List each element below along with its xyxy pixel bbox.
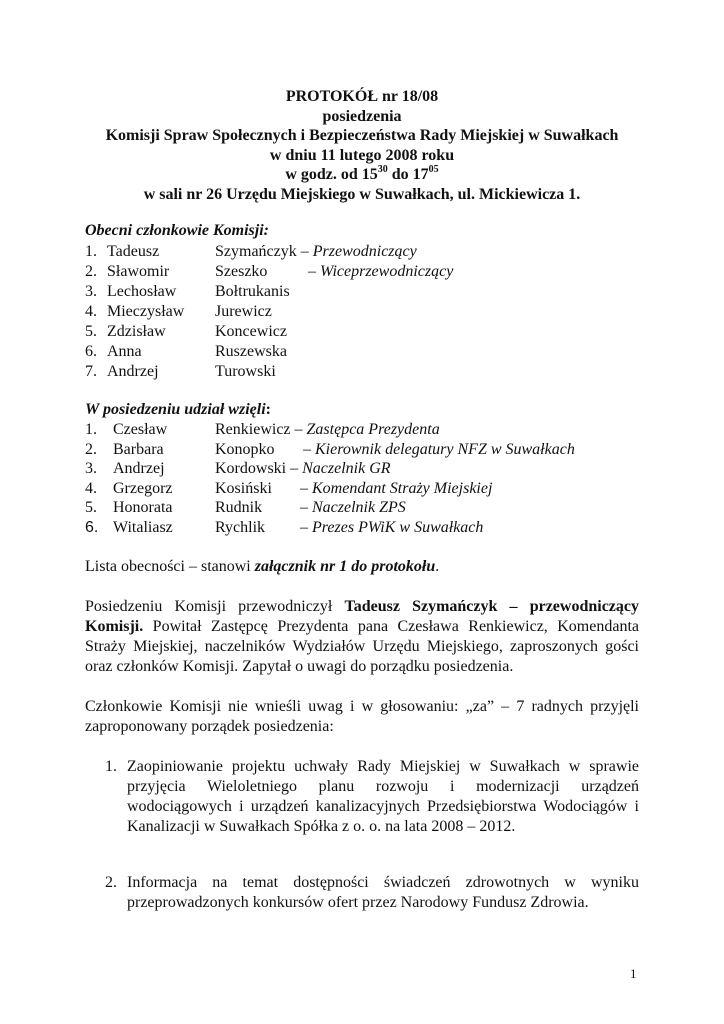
member-last-name-role (215, 242, 417, 262)
member-role: Przewodniczący (312, 243, 417, 260)
member-first-name: Anna (107, 343, 142, 360)
participant-first-name: Czesław (113, 421, 168, 438)
member-first-name: Mieczysław (107, 303, 185, 320)
participant-number: 4. (85, 480, 97, 497)
member-number: 5. (85, 323, 97, 340)
time-prefix: w godz. od 15 (285, 166, 378, 184)
committee-name: Komisji Spraw Społecznych i Bezpieczeństwa Rady Miejskiej w Suwałkach (105, 127, 619, 145)
participant-last-name-role (215, 459, 391, 479)
agenda-number: 1. (105, 758, 117, 775)
chair-name: Tadeusz Szymańczyk – przewodniczący Komisji. (85, 598, 639, 635)
attendance-paragraph (85, 557, 639, 577)
participant-last-name: Kordowski (215, 460, 287, 477)
page-number: 1 (630, 966, 637, 981)
member-last-name: Bołtrukanis (215, 283, 290, 300)
participant-role-wrap (303, 440, 575, 460)
participant-role: Kierownik delegatury NFZ w Suwałkach (315, 441, 575, 458)
participant-first-name: Barbara (113, 441, 164, 458)
protocol-subtitle: posiedzenia (322, 107, 402, 125)
member-first-name: Lechosław (107, 283, 177, 300)
meeting-date: w dniu 11 lutego 2008 roku (269, 146, 455, 164)
agenda-number: 2. (105, 874, 117, 891)
time-start-minutes: 30 (377, 164, 388, 176)
participant-separator: – (286, 460, 303, 477)
member-number: 1. (85, 243, 97, 260)
agenda-text: Zaopiniowanie projektu uchwały Rady Miejskiej w Suwałkach w sprawie przyjęcia Wieloletniego planu rozwoju i modernizacji urządzeń wodociągowych i urządzeń kanalizacyjnych Przedsiębiorstwa Wodociągów i Kanalizacji w Suwałkach Spółka z o. o. na lata 2008 – 2012. (127, 758, 639, 835)
participant-role: Naczelnik GR (302, 460, 391, 477)
member-last-name: Turowski (215, 363, 276, 380)
chair-paragraph (85, 597, 639, 677)
participant-number: 1. (85, 421, 97, 438)
chair-prefix: Posiedzeniu Komisji przewodniczył (85, 598, 345, 615)
participant-separator: – (300, 480, 312, 497)
vote-paragraph (85, 697, 639, 737)
participant-role: Zastępca Prezydenta (306, 421, 440, 438)
member-number: 2. (85, 263, 97, 280)
member-first-name: Andrzej (107, 363, 159, 380)
member-last-name: Ruszewska (215, 343, 287, 360)
participant-role: Naczelnik ZPS (312, 499, 406, 516)
participant-first-name: Witaliasz (113, 519, 173, 536)
time-mid: do 17 (387, 166, 429, 184)
participant-role: Komendant Straży Miejskiej (312, 480, 493, 497)
participant-first-name: Grzegorz (113, 480, 173, 497)
agenda-item (105, 873, 639, 913)
member-number: 7. (85, 363, 97, 380)
members-heading: Obecni członkowie Komisji: (85, 222, 269, 239)
meeting-time (0, 165, 724, 185)
time-end-minutes: 05 (428, 164, 439, 176)
participants-heading (85, 401, 271, 419)
member-number: 3. (85, 283, 97, 300)
attendance-attachment: załącznik nr 1 do protokołu (254, 558, 436, 575)
participant-role: Prezes PWiK w Suwałkach (312, 519, 484, 536)
participant-first-name: Honorata (113, 499, 173, 516)
vote-text: Członkowie Komisji nie wnieśli uwag i w głosowaniu: „za” – 7 radnych przyjęli zaproponowany porządek posiedzenia: (85, 698, 639, 735)
participant-separator: – (300, 499, 312, 516)
member-last-name: Szeszko (215, 263, 268, 280)
meeting-location: w sali nr 26 Urzędu Miejskiego w Suwałkach, ul. Mickiewicza 1. (143, 185, 581, 203)
member-last-name: Koncewicz (215, 323, 287, 340)
member-separator: – (308, 263, 320, 280)
member-number: 6. (85, 343, 97, 360)
participants-heading-text: W posiedzeniu udział wzięli (85, 401, 266, 418)
attendance-suffix: . (435, 558, 440, 575)
participant-last-name: Rudnik (215, 499, 263, 516)
participant-last-name: Konopko (215, 441, 275, 458)
participant-role-wrap (300, 479, 492, 499)
member-first-name: Zdzisław (107, 323, 166, 340)
participant-role-wrap (300, 498, 406, 518)
participant-separator: – (303, 441, 315, 458)
member-first-name: Tadeusz (107, 243, 160, 260)
participant-role-wrap (300, 518, 483, 538)
participant-last-name-role (215, 420, 440, 440)
participant-number: 6. (85, 519, 99, 536)
document-header (0, 87, 724, 205)
attendance-text: Lista obecności – stanowi (85, 558, 255, 575)
participants-heading-colon: : (265, 401, 271, 418)
member-separator: – (296, 243, 313, 260)
member-last-name: Jurewicz (215, 303, 272, 320)
protocol-title: PROTOKÓŁ nr 18/08 (285, 88, 439, 105)
participant-last-name: Rychlik (215, 519, 266, 536)
member-last-name: Szymańczyk (215, 243, 297, 260)
participant-number: 2. (85, 441, 97, 458)
member-role-wrap (308, 262, 453, 282)
participant-last-name: Kosiński (215, 480, 272, 497)
chair-rest: Powitał Zastępcę Prezydenta pana Czesława Renkiewicz, Komendanta Straży Miejskiej, naczelników Wydziałów Urzędu Miejskiego, zaproszonych gości oraz członków Komisji. Zapytał o uwagi do porządku posiedzenia. (85, 618, 639, 675)
agenda-text: Informacja na temat dostępności świadczeń zdrowotnych w wyniku przeprowadzonych konkursów ofert przez Narodowy Fundusz Zdrowia. (127, 874, 639, 911)
agenda-item (105, 757, 639, 837)
participant-separator: – (290, 421, 307, 438)
member-number: 4. (85, 303, 97, 320)
participant-number: 3. (85, 460, 97, 477)
participant-separator: – (300, 519, 312, 536)
participant-number: 5. (85, 499, 97, 516)
member-role: Wiceprzewodniczący (320, 263, 454, 280)
participant-last-name: Renkiewicz (215, 421, 291, 438)
participant-first-name: Andrzej (113, 460, 165, 477)
member-first-name: Sławomir (107, 263, 170, 280)
